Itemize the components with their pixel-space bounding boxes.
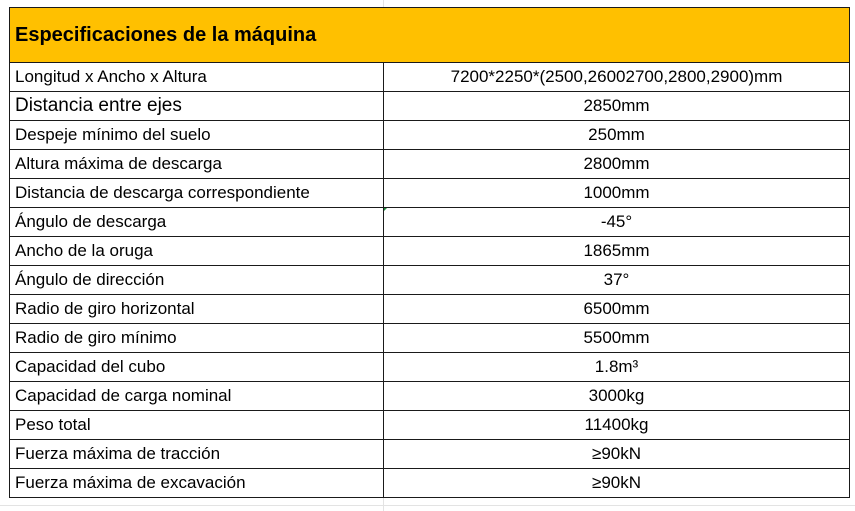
spec-label-cell[interactable]: Longitud x Ancho x Altura [10,63,384,92]
spec-label-cell[interactable]: Capacidad de carga nominal [10,382,384,411]
spec-value-cell[interactable]: 2850mm [384,92,850,121]
table-title-cell[interactable] [10,8,850,63]
table-row [10,237,850,266]
spec-label-cell[interactable]: Radio de giro horizontal [10,295,384,324]
table-row [10,266,850,295]
spec-label-cell[interactable]: Distancia de descarga correspondiente [10,179,384,208]
table-row [10,353,850,382]
spec-value-cell[interactable]: 6500mm [384,295,850,324]
spec-label-cell[interactable]: Distancia entre ejes [10,92,384,121]
table-row [10,440,850,469]
spec-value-cell[interactable]: 7200*2250*(2500,26002700,2800,2900)mm [384,63,850,92]
spec-label-cell[interactable]: Altura máxima de descarga [10,150,384,179]
spec-label-cell[interactable]: Radio de giro mínimo [10,324,384,353]
table-row [10,92,850,121]
table-row [10,150,850,179]
spec-value-cell[interactable]: 2800mm [384,150,850,179]
spec-value-cell[interactable] [384,208,850,237]
spec-value-cell[interactable]: 250mm [384,121,850,150]
spec-value-cell[interactable]: 11400kg [384,411,850,440]
spec-value-cell[interactable]: 1.8m³ [384,353,850,382]
spec-value-cell[interactable]: 37° [384,266,850,295]
specifications-table [9,7,850,498]
table-header-row [10,8,850,63]
table-row [10,179,850,208]
spec-value-cell[interactable]: 3000kg [384,382,850,411]
table-row [10,469,850,498]
spec-label-cell[interactable]: Ancho de la oruga [10,237,384,266]
table-row [10,411,850,440]
spec-label-cell[interactable]: Fuerza máxima de excavación [10,469,384,498]
spec-label-cell[interactable]: Ángulo de descarga [10,208,384,237]
table-row [10,324,850,353]
spec-label-cell[interactable]: Capacidad del cubo [10,353,384,382]
spec-label-cell[interactable]: Ángulo de dirección [10,266,384,295]
spec-value-cell[interactable]: 1000mm [384,179,850,208]
spec-label-cell[interactable]: Peso total [10,411,384,440]
cell-error-indicator-icon [384,208,389,213]
gridline [0,505,855,506]
spec-value-cell[interactable]: ≥90kN [384,469,850,498]
table-row [10,382,850,411]
table-title: Especificaciones de la máquina [15,24,317,46]
spec-value-text: -45° [600,212,633,231]
table-row [10,63,850,92]
spec-label-cell[interactable]: Fuerza máxima de tracción [10,440,384,469]
table-row [10,208,850,237]
spec-value-cell[interactable]: ≥90kN [384,440,850,469]
spec-label-cell[interactable]: Despeje mínimo del suelo [10,121,384,150]
table-row [10,121,850,150]
spec-value-cell[interactable]: 1865mm [384,237,850,266]
table-row [10,295,850,324]
spec-value-cell[interactable]: 5500mm [384,324,850,353]
